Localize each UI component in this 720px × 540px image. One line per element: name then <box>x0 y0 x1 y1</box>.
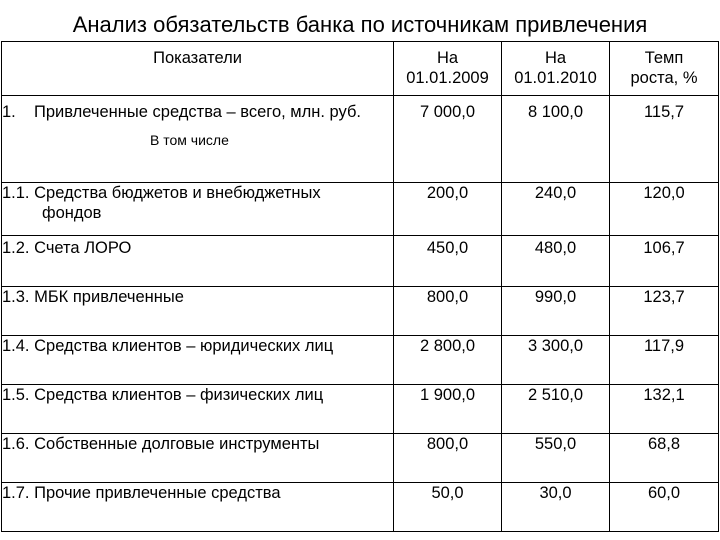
total-growth: 115,7 <box>610 96 719 183</box>
row-label: 1.6. Собственные долговые инструменты <box>2 434 394 483</box>
row-label: 1.5. Средства клиентов – физических лиц <box>2 385 394 434</box>
row-growth: 68,8 <box>610 434 719 483</box>
row-growth: 60,0 <box>610 483 719 532</box>
header-2009-line2: 01.01.2009 <box>406 69 489 87</box>
row-growth: 106,7 <box>610 236 719 287</box>
row-2010: 240,0 <box>502 183 610 236</box>
row-2010: 480,0 <box>502 236 610 287</box>
row-2010: 990,0 <box>502 287 610 336</box>
page-title: Анализ обязательств банка по источникам привлечения <box>72 12 648 37</box>
table-row <box>2 385 719 434</box>
row-label: 1.3. МБК привлеченные <box>2 287 394 336</box>
table-row <box>2 336 719 385</box>
header-2010-line2: 01.01.2010 <box>514 69 597 87</box>
row-growth: 117,9 <box>610 336 719 385</box>
table-row-total <box>2 96 719 183</box>
row-2009: 800,0 <box>394 434 502 483</box>
header-2009-line1: На <box>436 49 459 67</box>
header-indicator-text: Показатели <box>153 49 242 67</box>
row-2009: 200,0 <box>394 183 502 236</box>
total-2010: 8 100,0 <box>502 96 610 183</box>
including-note: В том числе <box>150 132 229 148</box>
total-row-number: 1. <box>2 103 16 121</box>
header-growth-line2: роста, % <box>630 69 698 87</box>
row-2010: 30,0 <box>502 483 610 532</box>
table-row <box>2 434 719 483</box>
row-growth: 132,1 <box>610 385 719 434</box>
total-2009: 7 000,0 <box>394 96 502 183</box>
row-2010: 3 300,0 <box>502 336 610 385</box>
table-row <box>2 236 719 287</box>
header-indicator <box>2 42 394 96</box>
header-growth-line1: Темп <box>644 49 684 67</box>
row-2009: 2 800,0 <box>394 336 502 385</box>
header-2010 <box>502 42 610 96</box>
row-label-cell <box>2 183 394 236</box>
total-row-label: Привлеченные средства – всего, млн. руб. <box>34 103 362 121</box>
row-2009: 450,0 <box>394 236 502 287</box>
header-growth <box>610 42 719 96</box>
row-2010: 2 510,0 <box>502 385 610 434</box>
row-label: 1.7. Прочие привлеченные средства <box>2 483 394 532</box>
row-growth: 120,0 <box>610 183 719 236</box>
total-label-cell <box>2 96 394 183</box>
table-header-row <box>2 42 719 96</box>
row-label: 1.1. Средства бюджетов и внебюджетных <box>2 184 321 202</box>
row-2010: 550,0 <box>502 434 610 483</box>
row-2009: 800,0 <box>394 287 502 336</box>
row-label: 1.4. Средства клиентов – юридических лиц <box>2 336 394 385</box>
row-label: 1.2. Счета ЛОРО <box>2 236 394 287</box>
header-2010-line1: На <box>544 49 567 67</box>
table-row <box>2 287 719 336</box>
row-2009: 50,0 <box>394 483 502 532</box>
table-row <box>2 483 719 532</box>
row-label-continued: фондов <box>42 204 102 222</box>
liabilities-table <box>1 41 719 532</box>
table-row <box>2 183 719 236</box>
row-2009: 1 900,0 <box>394 385 502 434</box>
row-growth: 123,7 <box>610 287 719 336</box>
header-2009 <box>394 42 502 96</box>
